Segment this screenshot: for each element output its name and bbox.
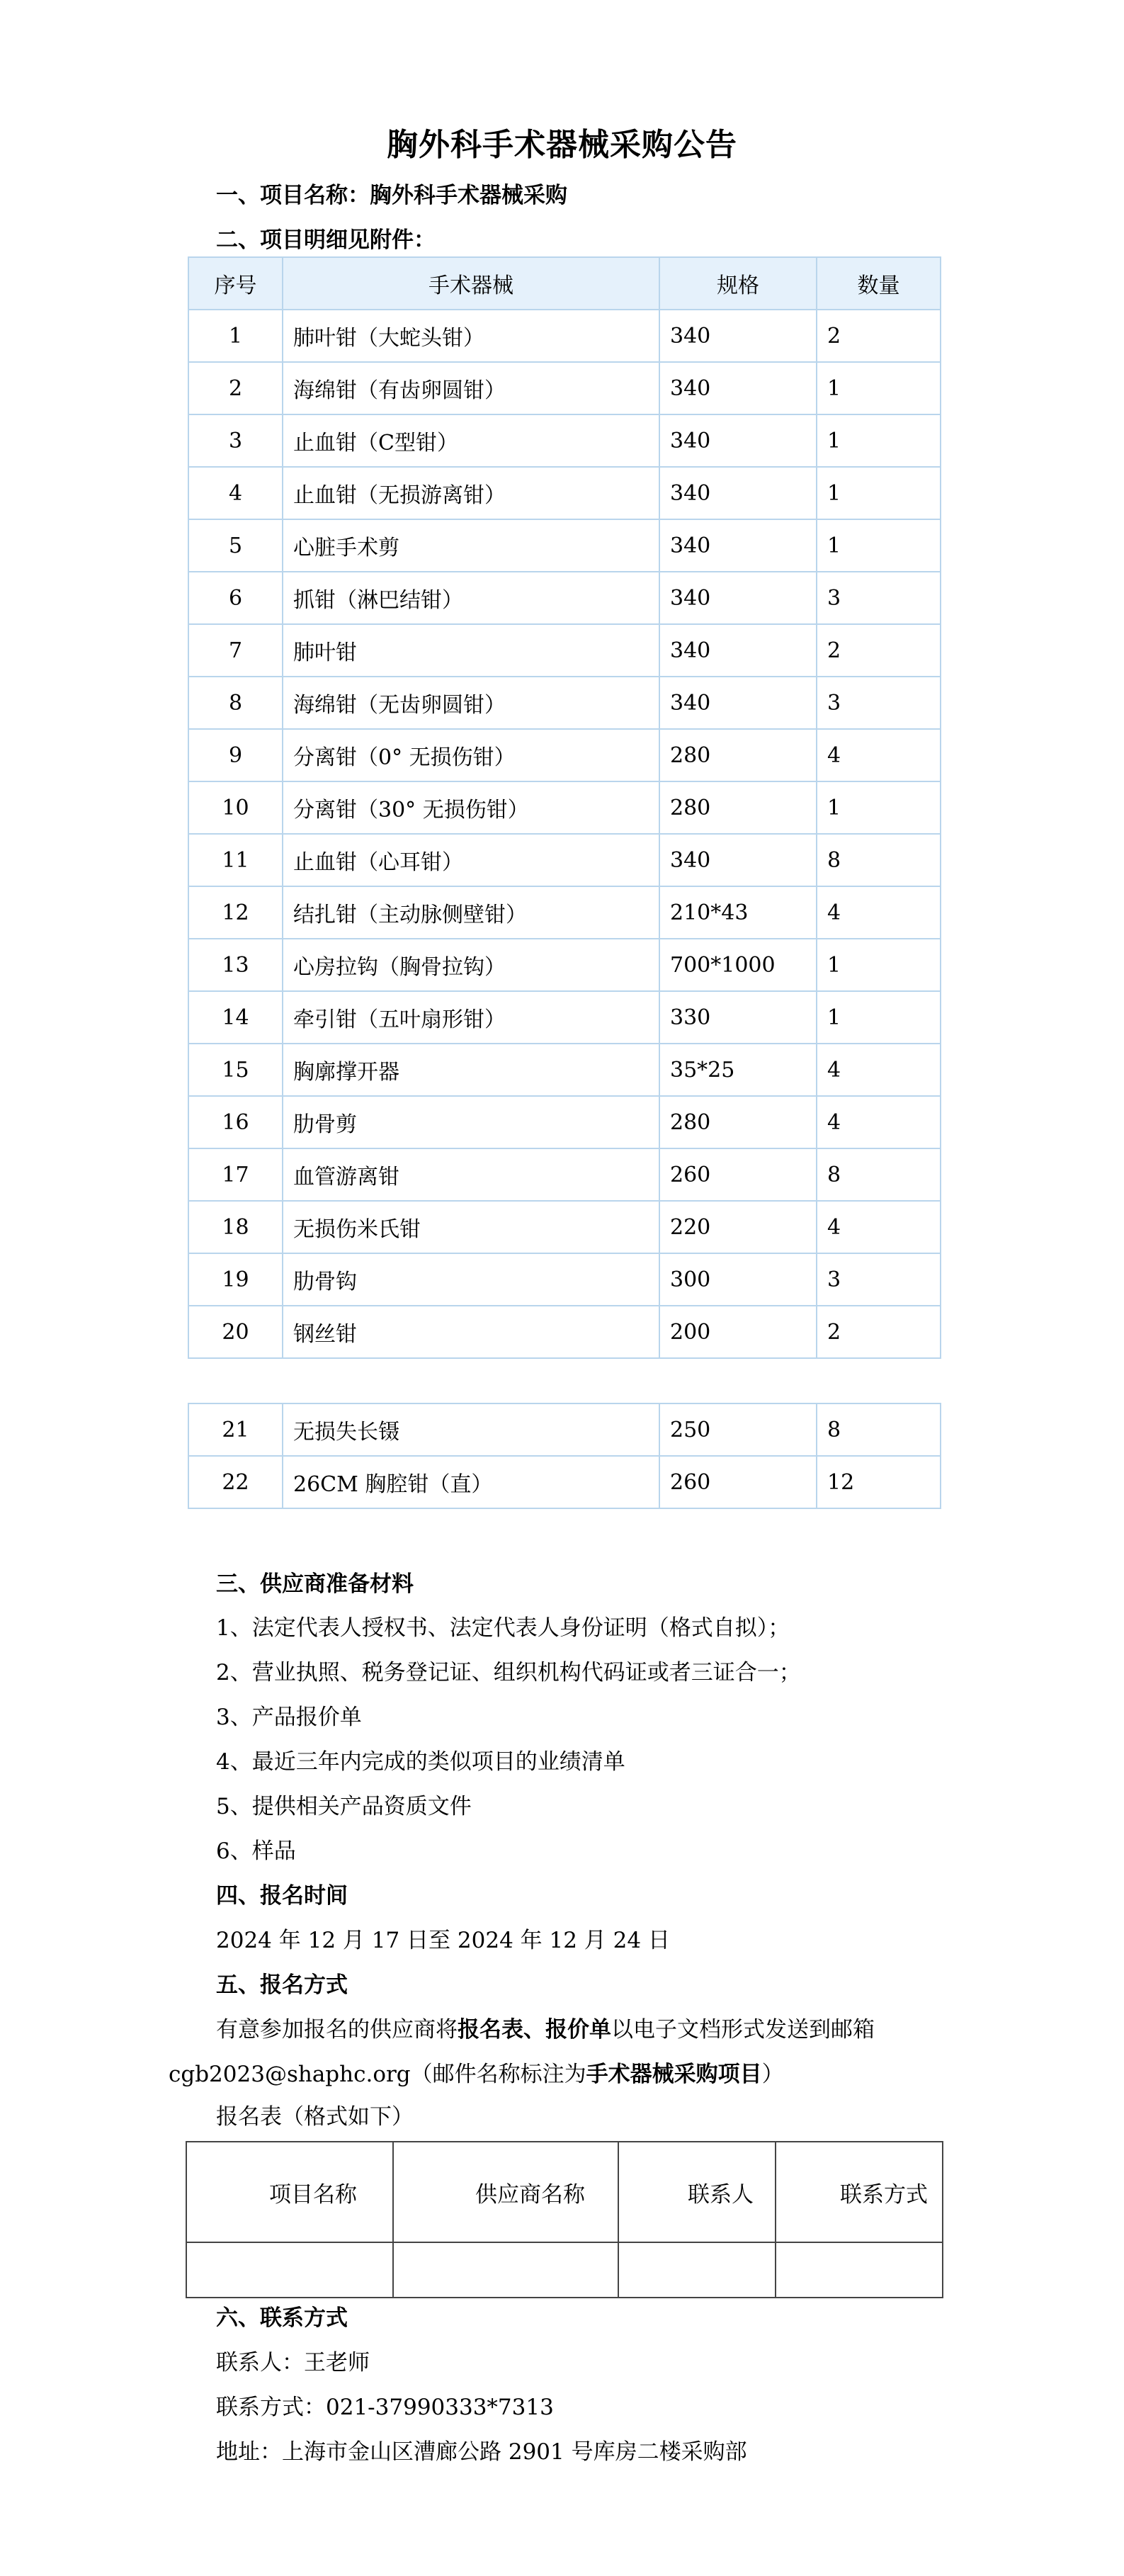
- table-row: [188, 781, 941, 834]
- table-row: [188, 310, 941, 362]
- form-header-phone: 联系方式: [776, 2142, 943, 2242]
- row-quantity: 8: [817, 1403, 941, 1456]
- row-instrument: 止血钳（C型钳）: [283, 414, 659, 467]
- row-quantity: 1: [817, 414, 941, 467]
- row-quantity: 1: [817, 519, 941, 572]
- row-quantity: 3: [817, 1253, 941, 1306]
- section3-heading: 三、供应商准备材料: [216, 1571, 414, 1597]
- table-row: [188, 677, 941, 729]
- row-spec: 200: [659, 1306, 817, 1358]
- row-quantity: 4: [817, 1201, 941, 1253]
- row-index: 12: [188, 886, 283, 939]
- form-cell-empty: [393, 2242, 618, 2298]
- table-header-row: [188, 257, 941, 310]
- row-spec: 340: [659, 362, 817, 414]
- row-index: 21: [188, 1403, 283, 1456]
- row-spec: 260: [659, 1456, 817, 1508]
- row-index: 18: [188, 1201, 283, 1253]
- header-quantity: 数量: [817, 257, 941, 310]
- table-row: [188, 467, 941, 519]
- row-instrument: 钢丝钳: [283, 1306, 659, 1358]
- row-instrument: 肺叶钳（大蛇头钳）: [283, 310, 659, 362]
- table-row: [188, 414, 941, 467]
- form-label: 报名表（格式如下）: [216, 2104, 414, 2130]
- table-row: [188, 1044, 941, 1096]
- table-row: [188, 1456, 941, 1508]
- row-spec: 340: [659, 310, 817, 362]
- table-row: [188, 572, 941, 624]
- row-instrument: 无损伤米氏钳: [283, 1201, 659, 1253]
- email-subject-bold: 手术器械采购项目: [586, 2062, 762, 2087]
- form-header-supplier: 供应商名称: [393, 2142, 618, 2242]
- row-index: 8: [188, 677, 283, 729]
- instructions-bold: 报名表、报价单: [458, 2017, 611, 2043]
- row-index: 17: [188, 1148, 283, 1201]
- row-spec: 280: [659, 729, 817, 781]
- form-header-row: [186, 2142, 943, 2242]
- table-row: [188, 729, 941, 781]
- items-table-continued: [188, 1403, 941, 1509]
- row-spec: 280: [659, 781, 817, 834]
- row-index: 11: [188, 834, 283, 886]
- row-index: 15: [188, 1044, 283, 1096]
- row-instrument: 肺叶钳: [283, 624, 659, 677]
- row-index: 13: [188, 939, 283, 991]
- instructions-part: 以电子文档形式发送到邮箱: [611, 2017, 875, 2043]
- row-index: 6: [188, 572, 283, 624]
- row-quantity: 4: [817, 1044, 941, 1096]
- registration-period: 2024 年 12 月 17 日至 2024 年 12 月 24 日: [216, 1928, 670, 1953]
- row-index: 19: [188, 1253, 283, 1306]
- row-quantity: 1: [817, 362, 941, 414]
- table-row: [188, 939, 941, 991]
- table-row: [188, 1403, 941, 1456]
- row-instrument: 海绵钳（有齿卵圆钳）: [283, 362, 659, 414]
- section4-heading: 四、报名时间: [216, 1883, 348, 1909]
- row-instrument: 牵引钳（五叶扇形钳）: [283, 991, 659, 1044]
- row-instrument: 心房拉钩（胸骨拉钩）: [283, 939, 659, 991]
- row-quantity: 2: [817, 1306, 941, 1358]
- row-quantity: 8: [817, 1148, 941, 1201]
- row-spec: 210*43: [659, 886, 817, 939]
- row-spec: 260: [659, 1148, 817, 1201]
- table-row: [188, 834, 941, 886]
- row-index: 4: [188, 467, 283, 519]
- row-spec: 340: [659, 519, 817, 572]
- header-index: 序号: [188, 257, 283, 310]
- table-row: [188, 1306, 941, 1358]
- row-spec: 340: [659, 414, 817, 467]
- table-row: [188, 519, 941, 572]
- row-spec: 340: [659, 677, 817, 729]
- form-cell-empty: [618, 2242, 776, 2298]
- form-header-contact: 联系人: [618, 2142, 776, 2242]
- row-spec: 300: [659, 1253, 817, 1306]
- row-index: 2: [188, 362, 283, 414]
- instructions-part: 有意参加报名的供应商将: [216, 2017, 458, 2043]
- contact-phone: 联系方式：021-37990333*7313: [216, 2395, 554, 2420]
- row-quantity: 1: [817, 781, 941, 834]
- page-title: 胸外科手术器械采购公告: [387, 127, 737, 163]
- section1-project-name: 一、项目名称：胸外科手术器械采购: [216, 183, 567, 208]
- row-index: 9: [188, 729, 283, 781]
- row-spec: 35*25: [659, 1044, 817, 1096]
- row-index: 3: [188, 414, 283, 467]
- row-spec: 340: [659, 834, 817, 886]
- row-spec: 340: [659, 624, 817, 677]
- row-index: 10: [188, 781, 283, 834]
- row-index: 20: [188, 1306, 283, 1358]
- header-spec: 规格: [659, 257, 817, 310]
- table-row: [188, 991, 941, 1044]
- row-quantity: 3: [817, 677, 941, 729]
- row-quantity: 4: [817, 729, 941, 781]
- row-spec: 340: [659, 467, 817, 519]
- row-quantity: 8: [817, 834, 941, 886]
- row-quantity: 4: [817, 886, 941, 939]
- row-spec: 330: [659, 991, 817, 1044]
- materials-item-4: 4、最近三年内完成的类似项目的业绩清单: [216, 1749, 625, 1775]
- contact-address: 地址：上海市金山区漕廊公路 2901 号库房二楼采购部: [216, 2439, 747, 2465]
- row-quantity: 1: [817, 939, 941, 991]
- registration-email-line: [169, 2056, 784, 2088]
- materials-item-3: 3、产品报价单: [216, 1705, 362, 1730]
- row-spec: 700*1000: [659, 939, 817, 991]
- row-quantity: 12: [817, 1456, 941, 1508]
- email-text-end: ）: [761, 2062, 784, 2087]
- table-row: [188, 1148, 941, 1201]
- row-quantity: 2: [817, 624, 941, 677]
- table-row: [188, 362, 941, 414]
- row-quantity: 3: [817, 572, 941, 624]
- row-instrument: 止血钳（心耳钳）: [283, 834, 659, 886]
- row-instrument: 分离钳（30° 无损伤钳）: [283, 781, 659, 834]
- registration-form-table: [186, 2141, 943, 2298]
- row-instrument: 无损失长镊: [283, 1403, 659, 1456]
- registration-instructions: [216, 2011, 875, 2043]
- row-index: 5: [188, 519, 283, 572]
- row-instrument: 肋骨剪: [283, 1096, 659, 1148]
- materials-item-6: 6、样品: [216, 1838, 296, 1864]
- row-instrument: 心脏手术剪: [283, 519, 659, 572]
- row-quantity: 1: [817, 467, 941, 519]
- materials-item-1: 1、法定代表人授权书、法定代表人身份证明（格式自拟）；: [216, 1615, 790, 1641]
- form-cell-empty: [776, 2242, 943, 2298]
- materials-item-5: 5、提供相关产品资质文件: [216, 1794, 472, 1819]
- row-quantity: 2: [817, 310, 941, 362]
- row-instrument: 26CM 胸腔钳（直）: [283, 1456, 659, 1508]
- row-instrument: 肋骨钩: [283, 1253, 659, 1306]
- row-quantity: 1: [817, 991, 941, 1044]
- email-text: cgb2023@shaphc.org（邮件名称标注为: [169, 2062, 586, 2087]
- row-index: 16: [188, 1096, 283, 1148]
- header-instrument: 手术器械: [283, 257, 659, 310]
- table-row: [188, 1201, 941, 1253]
- table-row: [188, 624, 941, 677]
- form-cell-empty: [186, 2242, 393, 2298]
- section2-heading: 二、项目明细见附件：: [216, 227, 436, 253]
- row-instrument: 海绵钳（无齿卵圆钳）: [283, 677, 659, 729]
- table-row: [188, 886, 941, 939]
- row-instrument: 止血钳（无损游离钳）: [283, 467, 659, 519]
- form-empty-row: [186, 2242, 943, 2298]
- row-instrument: 胸廓撑开器: [283, 1044, 659, 1096]
- contact-person: 联系人：王老师: [216, 2350, 370, 2376]
- row-instrument: 抓钳（淋巴结钳）: [283, 572, 659, 624]
- row-instrument: 血管游离钳: [283, 1148, 659, 1201]
- row-instrument: 分离钳（0° 无损伤钳）: [283, 729, 659, 781]
- row-index: 1: [188, 310, 283, 362]
- table-row: [188, 1096, 941, 1148]
- row-spec: 280: [659, 1096, 817, 1148]
- row-spec: 250: [659, 1403, 817, 1456]
- row-index: 14: [188, 991, 283, 1044]
- table-row: [188, 1253, 941, 1306]
- section6-heading: 六、联系方式: [216, 2305, 348, 2331]
- row-index: 22: [188, 1456, 283, 1508]
- row-spec: 220: [659, 1201, 817, 1253]
- row-instrument: 结扎钳（主动脉侧壁钳）: [283, 886, 659, 939]
- row-index: 7: [188, 624, 283, 677]
- section5-heading: 五、报名方式: [216, 1972, 348, 1998]
- row-quantity: 4: [817, 1096, 941, 1148]
- row-spec: 340: [659, 572, 817, 624]
- items-table: [188, 256, 941, 1359]
- form-header-project: 项目名称: [186, 2142, 393, 2242]
- materials-item-2: 2、营业执照、税务登记证、组织机构代码证或者三证合一；: [216, 1660, 801, 1685]
